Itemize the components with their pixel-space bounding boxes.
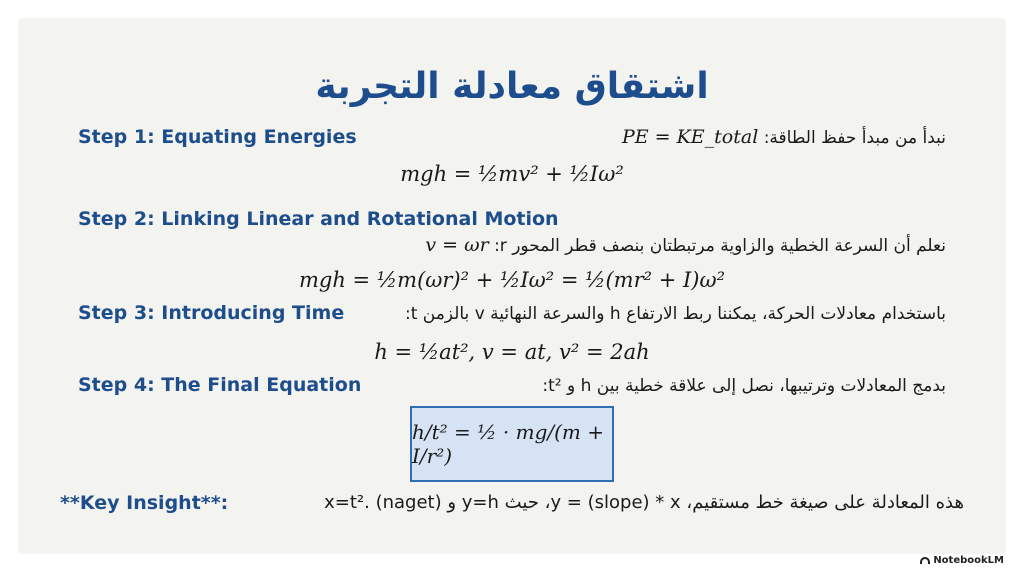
step-3-text: باستخدام معادلات الحركة، يمكننا ربط الارتفاع h والسرعة النهائية v بالزمن t: [404, 304, 946, 324]
step-4-text: بدمج المعادلات وترتيبها، نصل إلى علاقة خطية بين h و t²: [542, 376, 946, 396]
equation-3 [18, 340, 1006, 364]
step-2-label: Step 2: Linking Linear and Rotational Motion [78, 208, 559, 230]
key-insight-text: هذه المعادلة على صيغة خط مستقيم، y = (slope) * x، حيث y=h و x=t². (naget) [324, 492, 964, 513]
equation-1-text: mgh = ½mv² + ½Iω² [400, 162, 624, 186]
equation-2-text: mgh = ½m(ωr)² + ½Iω² = ½(mr² + I)ω² [298, 268, 726, 292]
step-1-inline-math: PE = KE_total [621, 126, 759, 148]
equation-3-text: h = ½at², v = at, v² = 2ah [374, 340, 650, 364]
final-equation-box [410, 406, 614, 482]
step-1-text [622, 126, 946, 148]
page-title: اشتقاق معادلة التجربة [315, 66, 709, 107]
final-equation: h/t² = ½ · mg/(m + I/r²) [412, 420, 604, 468]
step-4-label: Step 4: The Final Equation [78, 374, 362, 396]
equation-2 [18, 268, 1006, 292]
step-3-label: Step 3: Introducing Time [78, 302, 345, 324]
notebooklm-icon [920, 557, 930, 564]
notebooklm-badge [920, 555, 1004, 566]
step-2-description: نعلم أن السرعة الخطية والزاوية مرتبطتان بنصف قطر المحور r: [494, 236, 946, 256]
step-2-inline-math: v = ωr [425, 234, 489, 256]
step-2-text [425, 234, 946, 256]
equation-1 [18, 162, 1006, 186]
key-insight-label: **Key Insight**: [60, 492, 229, 514]
step-1-label: Step 1: Equating Energies [78, 126, 357, 148]
step-1-description: نبدأ من مبدأ حفظ الطاقة: [763, 128, 946, 148]
badge-label: NotebookLM [933, 555, 1004, 566]
